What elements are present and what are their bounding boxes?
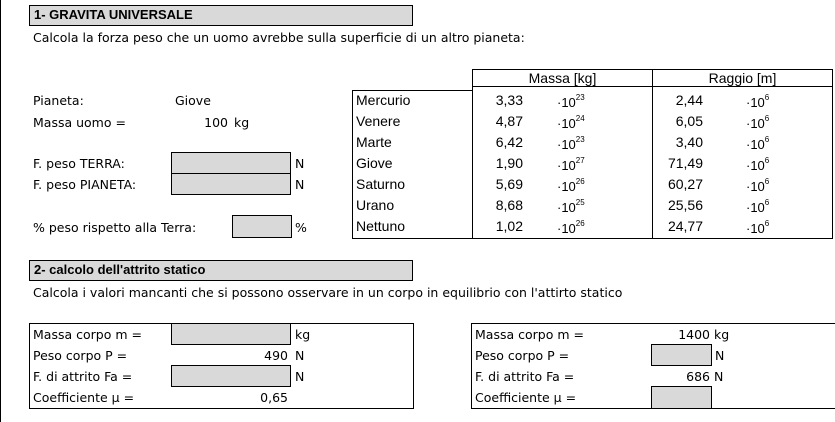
mass-power: $\cdot 10^{23}$ (557, 135, 585, 152)
radius-mantissa: 6,05 (675, 113, 703, 129)
radius-power: $\cdot 10^6$ (746, 219, 770, 236)
left-attrito-input[interactable] (171, 365, 291, 387)
radius-mantissa: 71,49 (667, 155, 703, 171)
massa-uomo-label: Massa uomo = (33, 115, 126, 130)
planet-name: Nettuno (356, 218, 406, 234)
right-peso-label: Peso corpo P = (475, 348, 570, 363)
left-massa-unit: kg (295, 327, 311, 342)
perc-unit: % (295, 220, 307, 235)
left-massa-input[interactable] (171, 323, 291, 345)
left-attrito-label: F. di attrito Fa = (33, 369, 133, 384)
section2-description: Calcola i valori mancanti che si possono osservare in un corpo in equilibrio con l'attirto statico (33, 285, 623, 300)
mass-power: $\cdot 10^{27}$ (557, 156, 585, 173)
right-massa-label: Massa corpo m = (475, 327, 584, 342)
col-raggio-header: Raggio [m] (708, 70, 777, 86)
radius-power: $\cdot 10^6$ (746, 135, 770, 152)
planet-name: Marte (356, 134, 392, 150)
right-coeff-input[interactable] (651, 386, 712, 409)
left-coeff-label: Coefficiente µ = (33, 390, 135, 405)
fpeso-pianeta-input[interactable] (171, 173, 291, 195)
mass-mantissa: 1,90 (495, 155, 523, 171)
planet-name: Saturno (356, 176, 406, 192)
left-coeff-value[interactable]: 0,65 (260, 390, 288, 405)
radius-mantissa: 60,27 (667, 176, 703, 192)
radius-power: $\cdot 10^6$ (746, 93, 770, 110)
fpeso-pianeta-label: F. peso PIANETA: (33, 177, 137, 192)
mass-power: $\cdot 10^{26}$ (557, 219, 585, 236)
pianeta-label: Pianeta: (33, 93, 84, 108)
left-peso-unit: N (295, 348, 305, 363)
mass-power: $\cdot 10^{23}$ (557, 93, 585, 110)
left-attrito-unit: N (295, 369, 305, 384)
planets-table (352, 69, 833, 240)
mass-power: $\cdot 10^{24}$ (557, 114, 585, 131)
right-attrito-unit: N (714, 369, 724, 384)
radius-mantissa: 2,44 (675, 92, 703, 108)
fpeso-terra-label: F. peso TERRA: (33, 156, 125, 171)
right-massa-value[interactable]: 1400 (678, 327, 710, 342)
mass-mantissa: 6,42 (495, 134, 523, 150)
left-massa-label: Massa corpo m = (33, 327, 142, 342)
fpeso-pianeta-unit: N (295, 177, 305, 192)
right-attrito-value[interactable]: 686 (686, 369, 710, 384)
sheet-left-border (0, 0, 1, 422)
mass-mantissa: 5,69 (495, 176, 523, 192)
radius-power: $\cdot 10^6$ (746, 114, 770, 131)
radius-power: $\cdot 10^6$ (746, 177, 770, 194)
fpeso-terra-unit: N (295, 156, 305, 171)
left-peso-label: Peso corpo P = (33, 348, 128, 363)
planet-name: Urano (356, 197, 395, 213)
massa-uomo-unit: kg (234, 115, 250, 130)
massa-uomo-value[interactable]: 100 (204, 115, 228, 130)
mass-power: $\cdot 10^{26}$ (557, 177, 585, 194)
perc-label: % peso rispetto alla Terra: (33, 220, 197, 235)
radius-power: $\cdot 10^6$ (746, 198, 770, 215)
mass-mantissa: 8,68 (495, 197, 523, 213)
right-attrito-label: F. di attrito Fa = (475, 369, 575, 384)
mass-mantissa: 3,33 (495, 92, 523, 108)
radius-power: $\cdot 10^6$ (746, 156, 770, 173)
mass-mantissa: 1,02 (495, 218, 523, 234)
planet-name: Giove (356, 155, 393, 171)
radius-mantissa: 24,77 (667, 218, 703, 234)
right-massa-unit: kg (714, 327, 730, 342)
radius-mantissa: 3,40 (675, 134, 703, 150)
planet-name: Mercurio (356, 92, 411, 108)
section1-description: Calcola la forza peso che un uomo avrebbe sulla superficie di un altro pianeta: (33, 30, 525, 45)
perc-input[interactable] (232, 215, 292, 238)
section2-header: 2- calcolo dell'attrito statico (29, 260, 413, 281)
mass-mantissa: 4,87 (495, 113, 523, 129)
planet-name: Venere (356, 113, 401, 129)
col-massa-header: Massa [kg] (528, 70, 597, 86)
right-peso-unit: N (715, 348, 725, 363)
left-peso-value[interactable]: 490 (264, 348, 288, 363)
radius-mantissa: 25,56 (667, 197, 703, 213)
right-coeff-label: Coefficiente µ = (475, 390, 577, 405)
section1-header: 1- GRAVITA UNIVERSALE (29, 5, 413, 26)
mass-power: $\cdot 10^{25}$ (557, 198, 585, 215)
right-peso-input[interactable] (651, 344, 712, 366)
fpeso-terra-input[interactable] (171, 152, 291, 174)
pianeta-value[interactable]: Giove (175, 93, 211, 108)
